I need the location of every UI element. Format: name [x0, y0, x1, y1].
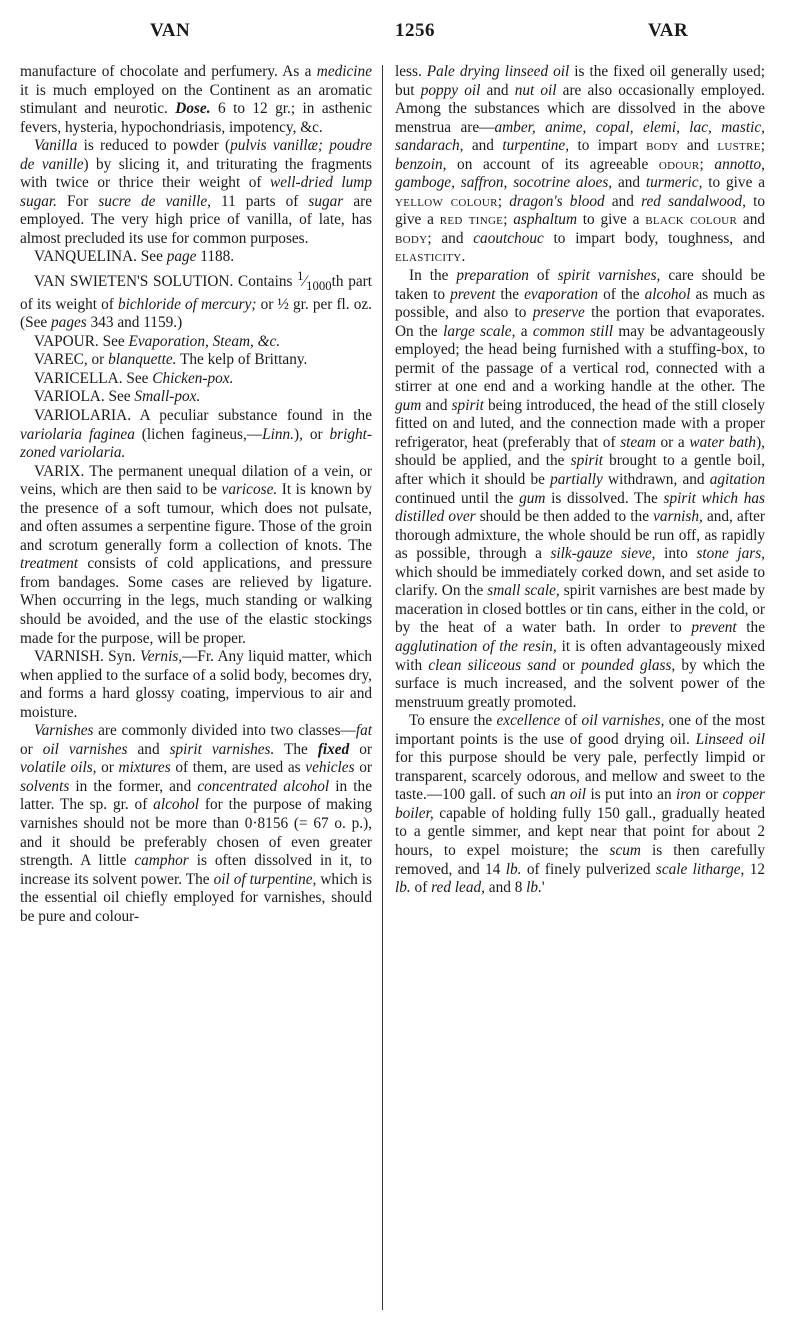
paragraph: In the preparation of spirit varnishes, care should be taken to prevent the evaporation of the alcohol as much as possible, and also to preserve the portion that evaporates. On the large scale, a common still may be advantageously employed; the head being furnished with a stuffing-box, to permit of the passage of a vertical rod, connected with a stirrer at one end and a working handle at the other. The gum and spirit being introduced, the head of the still closely fitted on and luted, and the connection made with a proper refrigerator, heat (preferably that of steam or a water bath), should be applied, and the spirit brought to a gentle boil, after which it should be partially withdrawn, and agitation continued until the gum is dissolved. The spirit which has distilled over should be then added to the varnish, and, after thorough admixture, the whole should be run off, as rapidly as possible, through a silk-gauze sieve, into stone jars, which should be immediately corked down, and set aside to clarify. On the small scale, spirit varnishes are best made by maceration in closed bottles or tin cans, either in the cold, or by the heat of a water bath. In order to prevent the agglutination of the resin, it is often advantageously mixed with clean siliceous sand or pounded glass, by which the surface is much increased, and the solvent power of the menstruum greatly promoted.: [395, 267, 766, 711]
dictionary-entry: VARNISH. Syn. Vernis,—Fr. Any liquid matter, which when applied to the surface of a solid body, becomes dry, and forms a hard glossy coating, impervious to air and moisture.: [20, 648, 372, 721]
dictionary-entry: VARIOLA. See Small-pox.: [34, 388, 201, 406]
header-left-guide-word: VAN: [150, 20, 191, 41]
paragraph: To ensure the excellence of oil varnishes, one of the most important points is the use of good drying oil. Linseed oil for this purpose should be very pale, perfectly limpid or transparent, scarcely odorous, and mellow and sweet to the taste.—100 gall. of such an oil is put into an iron or copper boiler, capable of holding fully 150 gall., gradually heated to a gentle simmer, and kept near that point for about 2 hours, to expel moisture; the scum is then carefully removed, and 14 lb. of finely pulverized scale litharge, 12 lb. of red lead, and 8 lb.': [395, 712, 766, 897]
header-right-guide-word: VAR: [648, 20, 689, 41]
left-column: [20, 63, 372, 926]
paragraph: less. Pale drying linseed oil is the fixed oil generally used; but poppy oil and nut oil are also occasionally employed. Among the substances which are dissolved in the above menstrua are—amber, anime, copal, elemi, lac, mastic, sandarach, and turpentine, to impart body and lustre; benzoin, on account of its agreeable odour; annotto, gamboge, saffron, socotrine aloes, and turmeric, to give a yellow colour; dragon's blood and red sandalwood, to give a red tinge; asphaltum to give a black colour and body; and caoutchouc to impart body, toughness, and elasticity.: [395, 63, 766, 266]
right-column: [395, 63, 765, 898]
dictionary-entry: VAREC, or blanquette. The kelp of Brittany.: [34, 351, 308, 369]
running-header: [60, 20, 770, 50]
dictionary-entry: VANQUELINA. See page 1188.: [34, 248, 235, 266]
paragraph: Vanilla is reduced to powder (pulvis vanillæ; poudre de vanille) by slicing it, and triturating the fragments with twice or thrice their weight of well-dried lump sugar. For sucre de vanille, 11 parts of sugar are employed. The very high price of vanilla, of late, has almost precluded its use for common purposes.: [20, 137, 373, 247]
dictionary-entry: VAPOUR. See Evaporation, Steam, &c.: [34, 332, 281, 350]
paragraph: Varnishes are commonly divided into two classes—fat or oil varnishes and spirit varnishes. The fixed or volatile oils, or mixtures of them, are used as vehicles or solvents in the former, and concentrated alcohol in the latter. The sp. gr. of alcohol for the purpose of making varnishes should not be more than 0·8156 (= 67 o. p.), and it should be preferably chosen of even greater strength. A little camphor is often dissolved in it, to increase its solvent power. The oil of turpentine, which is the essential oil chiefly employed for varnishes, should be pure and colour-: [20, 722, 373, 925]
dictionary-entry: VARICELLA. See Chicken-pox.: [34, 369, 234, 387]
dictionary-entry: VARIOLARIA. A peculiar substance found in the variolaria faginea (lichen fagineus,—Linn.), or bright-zoned variolaria.: [20, 406, 373, 462]
dictionary-entry: VAN SWIETEN'S SOLUTION. Contains $^1⁄_{1000}th$ part of its weight of bichloride of mercury; or ½ gr. per fl. oz. (See pages 343 and 1159.): [20, 269, 372, 332]
page-number: 1256: [395, 20, 435, 41]
paragraph: manufacture of chocolate and perfumery. As a medicine it is much employed on the Continent as an aromatic stimulant and neurotic. Dose. 6 to 12 gr.; in asthenic fevers, hysteria, hypochondriasis, impotency, &c.: [20, 63, 372, 136]
dictionary-entry: VARIX. The permanent unequal dilation of a vein, or veins, which are then said to be varicose. It is known by the presence of a soft tumour, which does not pulsate, and often assumes a serpentine figure. Those of the groin and scrotum generally form a collection of knots. The treatment consists of cold applications, and pressure from bandages. Some cases are relieved by ligature. When occurring in the legs, much standing or walking should be avoided, and the use of the elastic stockings made for the purpose, will be proper.: [20, 462, 372, 647]
column-divider: [382, 65, 383, 1310]
